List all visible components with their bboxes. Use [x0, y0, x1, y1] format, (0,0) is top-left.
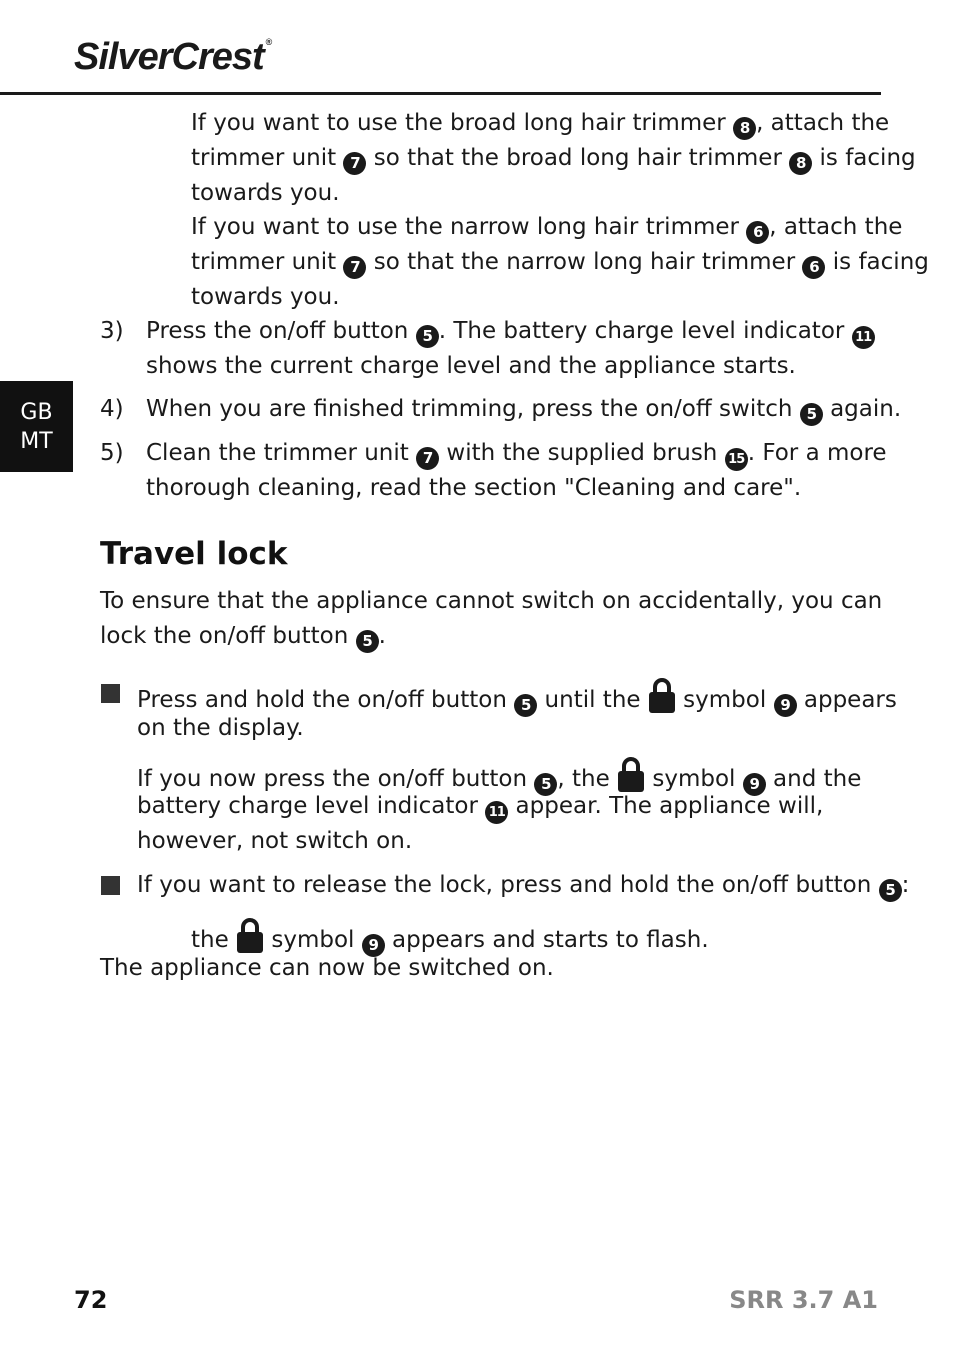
badge-9: 9 — [743, 773, 766, 796]
text-line: the symbol 9 appears and starts to flash. — [191, 916, 709, 958]
badge-7: 7 — [343, 152, 366, 175]
text-line: Press and hold the on/off button 5 until the symbol 9 appears — [137, 676, 897, 718]
brand-logo: SilverCrest ® — [74, 36, 272, 78]
text-line: If you want to use the narrow long hair trimmer 6 , attach the — [191, 210, 902, 245]
bullet-square — [101, 684, 120, 703]
text-line: When you are finished trimming, press the on/off switch 5 again. — [146, 392, 901, 427]
text-line: If you now press the on/off button 5 , the symbol 9 and the — [137, 755, 861, 797]
model-number: SRR 3.7 A1 — [729, 1286, 878, 1314]
text-line: towards you. — [191, 284, 340, 310]
text-line: towards you. — [191, 180, 340, 206]
badge-7: 7 — [416, 447, 439, 470]
step-number: 5) — [100, 440, 124, 466]
text-line: The appliance can now be switched on. — [100, 955, 554, 981]
text-line: battery charge level indicator 11 appear. The appliance will, — [137, 789, 823, 824]
badge-6: 6 — [746, 221, 769, 244]
badge-8: 8 — [789, 152, 812, 175]
badge-15: 15 — [725, 448, 748, 471]
page-number: 72 — [74, 1286, 108, 1314]
text-line: on the display. — [137, 715, 304, 741]
language-mt: MT — [20, 428, 53, 454]
text-line: Clean the trimmer unit 7 with the supplied brush 15 . For a more — [146, 436, 887, 471]
text-line: shows the current charge level and the appliance starts. — [146, 353, 796, 379]
text-line: trimmer unit 7 so that the broad long hair trimmer 8 is facing — [191, 141, 916, 176]
bullet-square — [101, 876, 120, 895]
text-line: Press the on/off button 5 . The battery charge level indicator 11 — [146, 314, 875, 349]
badge-9: 9 — [362, 934, 385, 957]
section-heading: Travel lock — [100, 536, 288, 572]
step-number: 3) — [100, 318, 124, 344]
step-number: 4) — [100, 396, 124, 422]
badge-5: 5 — [356, 630, 379, 653]
badge-5: 5 — [514, 694, 537, 717]
lock-icon — [617, 755, 645, 793]
badge-5: 5 — [416, 325, 439, 348]
text-line: trimmer unit 7 so that the narrow long hair trimmer 6 is facing — [191, 245, 929, 280]
badge-6: 6 — [802, 256, 825, 279]
badge-5: 5 — [800, 403, 823, 426]
header-rule — [0, 92, 881, 95]
badge-7: 7 — [343, 256, 366, 279]
lock-icon — [648, 676, 676, 714]
badge-11: 11 — [485, 801, 508, 824]
text-line: lock the on/off button 5 . — [100, 619, 386, 654]
text-line: however, not switch on. — [137, 828, 413, 854]
lock-icon — [236, 916, 264, 954]
language-tab — [0, 381, 73, 472]
badge-5: 5 — [879, 879, 902, 902]
badge-9: 9 — [774, 694, 797, 717]
language-gb: GB — [20, 399, 53, 425]
text-line: If you want to release the lock, press and hold the on/off button 5 : — [137, 868, 909, 903]
badge-5: 5 — [534, 773, 557, 796]
text-line: If you want to use the broad long hair trimmer 8 , attach the — [191, 106, 889, 141]
badge-11: 11 — [852, 326, 875, 349]
text-line: thorough cleaning, read the section "Cleaning and care". — [146, 475, 802, 501]
text-line: To ensure that the appliance cannot switch on accidentally, you can — [100, 588, 883, 614]
badge-8: 8 — [733, 117, 756, 140]
